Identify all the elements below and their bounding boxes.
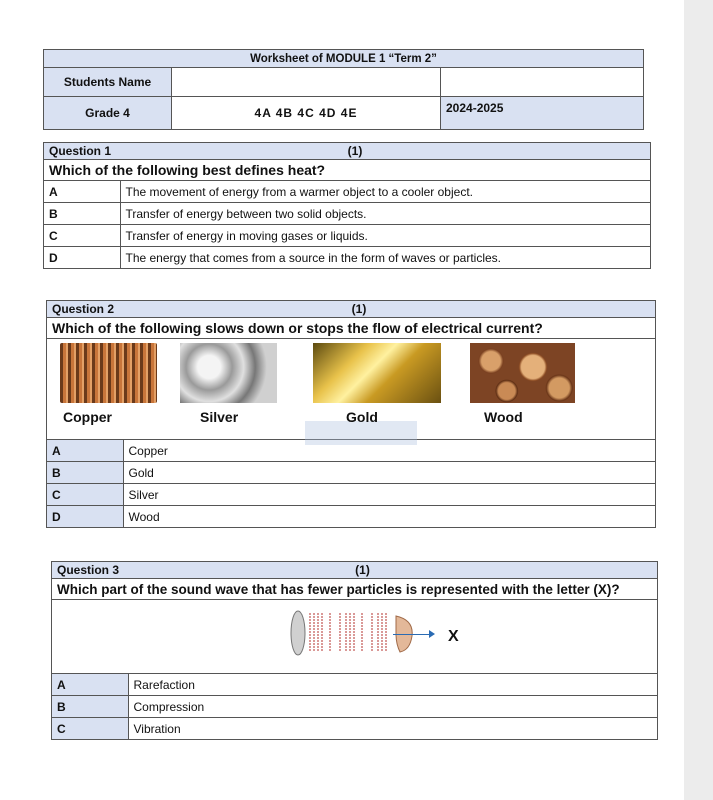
particle-dot	[309, 634, 311, 636]
particle-dot	[385, 631, 387, 633]
particle-dot	[349, 649, 351, 651]
particle-dot	[377, 637, 379, 639]
particle-dot	[361, 619, 363, 621]
particle-dot	[361, 649, 363, 651]
particle-dot	[353, 634, 355, 636]
worksheet-header-table	[43, 49, 644, 130]
particle-dot	[377, 625, 379, 627]
particle-dot	[321, 622, 323, 624]
particle-dot	[339, 637, 341, 639]
particle-dot	[339, 646, 341, 648]
sound-wave-diagram-row	[52, 600, 658, 674]
particle-dot	[353, 631, 355, 633]
particle-dot	[371, 634, 373, 636]
question-3-table	[51, 561, 658, 740]
gold-bars-image	[313, 343, 441, 403]
particle-dot	[381, 628, 383, 630]
particle-dot	[329, 613, 331, 615]
particle-dot	[349, 613, 351, 615]
question-number: Question 1	[44, 143, 121, 160]
answer-option-c[interactable]: Vibration	[128, 718, 658, 740]
particle-dot	[361, 616, 363, 618]
question-number: Question 2	[47, 301, 124, 318]
particle-dot	[317, 625, 319, 627]
particle-dot	[345, 649, 347, 651]
particle-dot	[371, 649, 373, 651]
worksheet-title: Worksheet of MODULE 1 “Term 2”	[44, 50, 644, 68]
particle-dot	[381, 619, 383, 621]
answer-option-b[interactable]: Compression	[128, 696, 658, 718]
particle-dot	[345, 631, 347, 633]
particle-dot	[309, 622, 311, 624]
particle-dot	[353, 637, 355, 639]
particle-dot	[353, 649, 355, 651]
option-letter: C	[47, 484, 124, 506]
particle-dot	[339, 628, 341, 630]
image-caption: Wood	[484, 409, 523, 425]
particle-dot	[313, 643, 315, 645]
particle-dot	[317, 619, 319, 621]
particle-dot	[321, 646, 323, 648]
particle-dot	[371, 622, 373, 624]
option-letter: C	[44, 225, 121, 247]
particle-dot	[329, 634, 331, 636]
question-1-table	[43, 142, 651, 269]
option-letter: D	[47, 506, 124, 528]
image-caption: Gold	[346, 409, 378, 425]
particle-dot	[371, 625, 373, 627]
particle-dot	[313, 625, 315, 627]
viewer-margin	[684, 0, 713, 800]
question-points: (1)	[120, 143, 651, 160]
answer-option-a[interactable]: Copper	[123, 440, 656, 462]
particle-dot	[361, 646, 363, 648]
particle-dot	[371, 628, 373, 630]
particle-dot	[317, 622, 319, 624]
particle-dot	[313, 622, 315, 624]
answer-option-a[interactable]: The movement of energy from a warmer object to a cooler object.	[120, 181, 651, 203]
answer-option-d[interactable]: The energy that comes from a source in the form of waves or particles.	[120, 247, 651, 269]
particle-dot	[317, 646, 319, 648]
particle-dot	[329, 628, 331, 630]
answer-option-d[interactable]: Wood	[123, 506, 656, 528]
particle-dot	[385, 625, 387, 627]
particle-dot	[361, 637, 363, 639]
particle-dot	[329, 649, 331, 651]
particle-dot	[385, 613, 387, 615]
particle-dot	[381, 631, 383, 633]
particle-dot	[349, 628, 351, 630]
particle-dot	[385, 622, 387, 624]
answer-option-c[interactable]: Transfer of energy in moving gases or liquids.	[120, 225, 651, 247]
particle-dot	[329, 625, 331, 627]
particle-dot	[317, 649, 319, 651]
particle-dot	[381, 637, 383, 639]
option-letter: A	[47, 440, 124, 462]
particle-dot	[313, 646, 315, 648]
particle-dot	[329, 631, 331, 633]
particle-dot	[349, 643, 351, 645]
particle-dot	[371, 631, 373, 633]
particle-dot	[377, 619, 379, 621]
particle-dot	[381, 634, 383, 636]
particle-dot	[353, 628, 355, 630]
particle-dot	[345, 640, 347, 642]
particle-dot	[339, 619, 341, 621]
particle-dot	[377, 643, 379, 645]
particle-dot	[371, 613, 373, 615]
particle-dot	[321, 619, 323, 621]
particle-dot	[381, 625, 383, 627]
particle-dot	[353, 646, 355, 648]
particle-dot	[385, 649, 387, 651]
particle-dot	[321, 616, 323, 618]
particle-dot	[377, 634, 379, 636]
wood-logs-image	[470, 343, 575, 403]
particle-dot	[309, 643, 311, 645]
particle-dot	[317, 640, 319, 642]
particle-dot	[381, 646, 383, 648]
particle-dot	[349, 646, 351, 648]
particle-dot	[309, 631, 311, 633]
question-text: Which part of the sound wave that has fewer particles is represented with the letter (X)?	[52, 579, 658, 600]
particle-dot	[381, 649, 383, 651]
particle-dot	[313, 634, 315, 636]
answer-option-a[interactable]: Rarefaction	[128, 674, 658, 696]
particle-dot	[317, 628, 319, 630]
particle-dot	[313, 640, 315, 642]
particle-dot	[361, 631, 363, 633]
particle-dot	[361, 622, 363, 624]
grade-label: Grade 4	[44, 97, 172, 130]
particle-dot	[349, 619, 351, 621]
particle-dot	[321, 631, 323, 633]
particle-dot	[349, 634, 351, 636]
option-letter: D	[44, 247, 121, 269]
particle-dot	[309, 616, 311, 618]
particle-dot	[385, 628, 387, 630]
sound-wave-diagram	[288, 608, 438, 658]
particle-dot	[349, 616, 351, 618]
answer-option-c[interactable]: Silver	[123, 484, 656, 506]
option-letter: B	[44, 203, 121, 225]
particle-dot	[309, 637, 311, 639]
particle-dot	[309, 613, 311, 615]
students-name-field[interactable]	[172, 68, 441, 97]
particle-dot	[309, 628, 311, 630]
question-points: (1)	[128, 562, 658, 579]
question-points: (1)	[123, 301, 656, 318]
particle-dot	[321, 634, 323, 636]
particle-dot	[377, 640, 379, 642]
particle-dot	[339, 622, 341, 624]
option-letter: B	[47, 462, 124, 484]
particle-dot	[313, 616, 315, 618]
particle-dot	[385, 634, 387, 636]
arrow-head-icon	[429, 630, 435, 638]
arrow-line	[393, 634, 433, 635]
particle-dot	[329, 637, 331, 639]
particle-dot	[377, 622, 379, 624]
particle-dot	[371, 637, 373, 639]
particle-dot	[345, 646, 347, 648]
particle-dot	[377, 613, 379, 615]
particle-dot	[361, 634, 363, 636]
particle-dot	[371, 643, 373, 645]
particle-dot	[339, 634, 341, 636]
particle-dot	[321, 628, 323, 630]
particle-dot	[339, 625, 341, 627]
particle-dot	[317, 643, 319, 645]
particle-dot	[371, 619, 373, 621]
particle-dot	[309, 649, 311, 651]
particle-dot	[329, 619, 331, 621]
class-groups: 4A 4B 4C 4D 4E	[172, 97, 441, 130]
particle-dot	[345, 625, 347, 627]
particle-dot	[339, 613, 341, 615]
particle-dot	[361, 613, 363, 615]
particle-dot	[353, 619, 355, 621]
particle-dot	[321, 640, 323, 642]
question-2-table	[46, 300, 656, 528]
particle-dot	[321, 625, 323, 627]
particle-dot	[321, 637, 323, 639]
particle-dot	[321, 649, 323, 651]
particle-dot	[381, 643, 383, 645]
particle-dot	[353, 613, 355, 615]
particle-dot	[349, 625, 351, 627]
particle-dot	[345, 643, 347, 645]
particle-dot	[317, 616, 319, 618]
particle-dot	[329, 622, 331, 624]
x-label: X	[448, 628, 459, 645]
particle-dot	[321, 613, 323, 615]
particle-dot	[381, 640, 383, 642]
particle-dot	[309, 646, 311, 648]
particle-dot	[371, 640, 373, 642]
particle-dot	[361, 643, 363, 645]
particle-dot	[339, 640, 341, 642]
particle-dot	[381, 616, 383, 618]
particle-dot	[317, 613, 319, 615]
particle-dot	[339, 616, 341, 618]
particle-dot	[309, 619, 311, 621]
particle-dot	[339, 649, 341, 651]
particle-dot	[349, 622, 351, 624]
particle-dot	[345, 613, 347, 615]
particle-dot	[385, 619, 387, 621]
particle-dot	[309, 640, 311, 642]
particle-dot	[321, 643, 323, 645]
option-letter: A	[52, 674, 129, 696]
copper-coil-image	[60, 343, 157, 403]
particle-dot	[377, 616, 379, 618]
particle-dot	[361, 625, 363, 627]
particle-dot	[329, 646, 331, 648]
particle-dot	[329, 640, 331, 642]
particle-dot	[385, 637, 387, 639]
particle-dot	[385, 643, 387, 645]
particle-dot	[317, 637, 319, 639]
particle-dot	[345, 616, 347, 618]
particle-dot	[353, 622, 355, 624]
particle-dot	[371, 646, 373, 648]
option-letter: C	[52, 718, 129, 740]
image-caption: Silver	[200, 409, 239, 425]
option-letter: B	[52, 696, 129, 718]
particle-dot	[385, 616, 387, 618]
particle-dot	[345, 634, 347, 636]
particle-dot	[329, 616, 331, 618]
particle-dot	[381, 613, 383, 615]
particle-dot	[313, 628, 315, 630]
particle-dot	[345, 622, 347, 624]
particle-dot	[345, 619, 347, 621]
particle-dot	[361, 628, 363, 630]
school-year: 2024-2025	[441, 97, 644, 130]
particle-dot	[385, 646, 387, 648]
materials-images-row	[47, 339, 656, 440]
particle-dot	[329, 643, 331, 645]
option-letter: A	[44, 181, 121, 203]
particle-dot	[313, 637, 315, 639]
particle-dot	[349, 637, 351, 639]
particle-dot	[313, 613, 315, 615]
answer-option-b[interactable]: Gold	[123, 462, 656, 484]
image-caption: Copper	[63, 409, 112, 425]
particle-dot	[377, 649, 379, 651]
particle-dot	[313, 649, 315, 651]
particle-dot	[349, 640, 351, 642]
particle-dot	[353, 616, 355, 618]
particle-dot	[377, 628, 379, 630]
particle-dot	[317, 631, 319, 633]
question-text: Which of the following slows down or stops the flow of electrical current?	[47, 318, 656, 339]
particle-dot	[353, 643, 355, 645]
particle-dot	[353, 625, 355, 627]
particle-dot	[377, 646, 379, 648]
students-name-label: Students Name	[44, 68, 172, 97]
question-text: Which of the following best defines heat?	[44, 160, 651, 181]
particle-dot	[345, 637, 347, 639]
particle-dot	[313, 631, 315, 633]
particle-dot	[313, 619, 315, 621]
particle-dot	[309, 625, 311, 627]
answer-option-b[interactable]: Transfer of energy between two solid objects.	[120, 203, 651, 225]
particle-dot	[345, 628, 347, 630]
particle-dot	[339, 631, 341, 633]
particle-dot	[361, 640, 363, 642]
silver-coins-image	[180, 343, 277, 403]
particle-dot	[353, 640, 355, 642]
particle-dot	[371, 616, 373, 618]
question-number: Question 3	[52, 562, 129, 579]
blank-cell	[441, 68, 644, 97]
particle-dot	[339, 643, 341, 645]
particle-dot	[381, 622, 383, 624]
particle-dot	[385, 640, 387, 642]
particle-dot	[317, 634, 319, 636]
particle-dot	[349, 631, 351, 633]
particle-dot	[377, 631, 379, 633]
